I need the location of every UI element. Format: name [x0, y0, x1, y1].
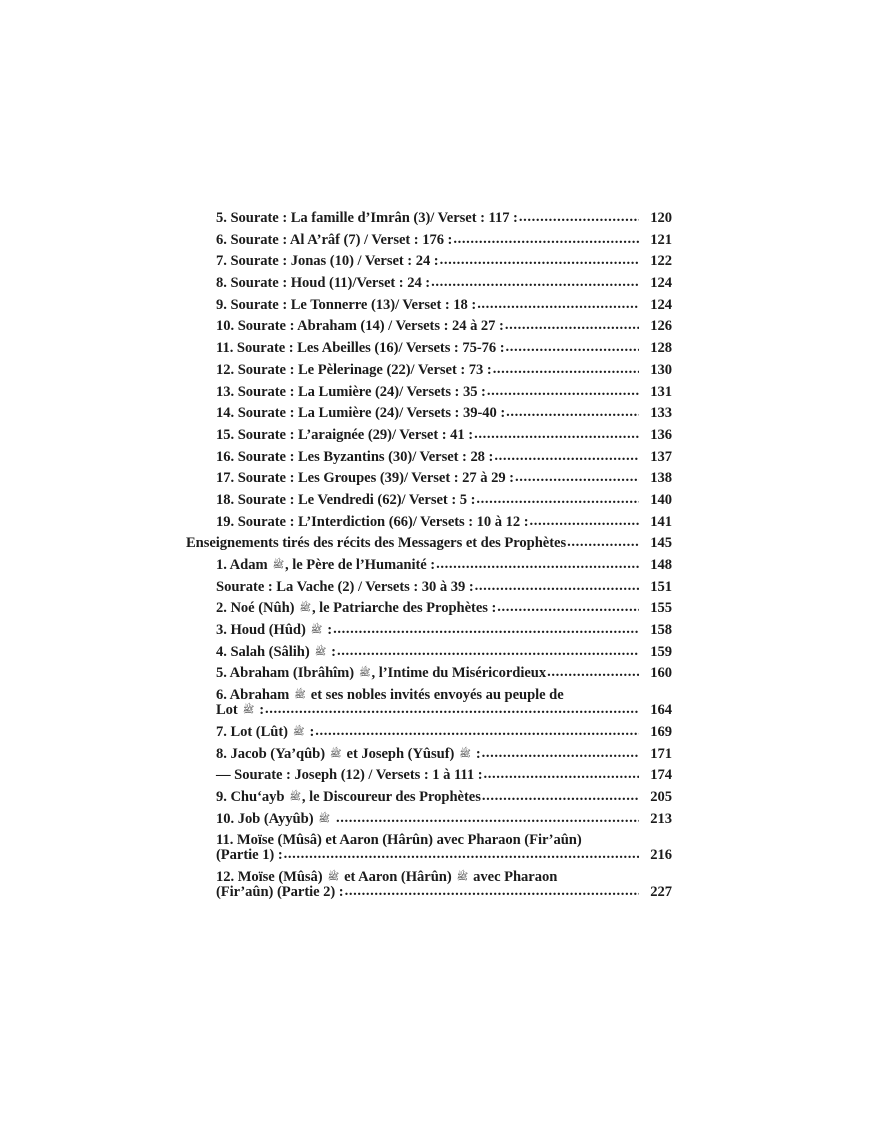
honorific-icon: ﷺ	[359, 667, 371, 679]
leader-dots	[505, 318, 639, 333]
leader-dots	[482, 746, 639, 761]
toc-entry-label: 18. Sourate : Le Vendredi (62)/ Verset : 5 :	[216, 491, 476, 508]
leader-dots	[494, 449, 639, 464]
toc-page-number: 227	[650, 884, 672, 901]
toc-entry-label	[216, 725, 314, 740]
toc-page-number: 158	[650, 622, 672, 639]
toc-entry[interactable]	[186, 428, 672, 443]
leader-dots	[337, 644, 639, 659]
toc-entry-label	[216, 747, 481, 762]
leader-dots	[506, 340, 639, 355]
toc-page-number: 216	[650, 847, 672, 864]
leader-dots	[519, 210, 639, 225]
toc-section-heading[interactable]	[186, 536, 672, 551]
toc-entry-label: 16. Sourate : Les Byzantins (30)/ Verset : 28 :	[216, 448, 494, 465]
toc-entry-wrapped-line[interactable]	[186, 870, 672, 885]
toc-page-number: 133	[650, 405, 672, 422]
toc-entry-label: (Fir’aûn) (Partie 2) :	[216, 884, 344, 901]
toc-entry[interactable]	[186, 211, 672, 226]
leader-dots	[515, 470, 639, 485]
leader-dots	[474, 427, 639, 442]
toc-page-number: 174	[650, 767, 672, 784]
leader-dots	[284, 847, 639, 862]
toc-entry-label: 19. Sourate : L’Interdiction (66)/ Versets : 10 à 12 :	[216, 513, 529, 530]
toc-entry-label-after: , le Père de l’Humanité :	[285, 557, 436, 573]
leader-dots	[567, 535, 639, 550]
toc-page-number: 124	[650, 275, 672, 292]
leader-dots	[477, 297, 639, 312]
toc-entry-label-before: 10. Job (Ayyûb)	[216, 810, 314, 827]
honorific-icon: ﷺ	[318, 813, 330, 825]
honorific-icon: ﷺ	[292, 726, 305, 738]
honorific-icon: ﷺ	[294, 689, 306, 701]
toc-page-number: 137	[650, 448, 672, 465]
toc-entry-label-after: , l’Intime du Miséricordieux	[371, 665, 547, 682]
toc-entry[interactable]	[186, 493, 672, 508]
toc-entry-wrapped-line[interactable]	[186, 833, 672, 848]
toc-entry-label-before: Lot	[216, 702, 238, 719]
toc-page-number: 131	[650, 383, 672, 400]
table-of-contents	[186, 211, 672, 907]
toc-entry-label: (Partie 1) :	[216, 847, 283, 864]
toc-entry-label	[216, 601, 496, 616]
toc-entry[interactable]	[186, 580, 672, 595]
toc-entry-label	[216, 645, 336, 660]
toc-entry-label-before: 3. Houd (Hûd)	[216, 622, 306, 639]
honorific-icon: ﷺ	[327, 871, 340, 883]
leader-dots	[315, 724, 639, 739]
toc-entry-label-before: 12. Moïse (Mûsâ)	[216, 869, 323, 886]
toc-entry-label: 12. Sourate : Le Pèlerinage (22)/ Verset : 73 :	[216, 361, 492, 378]
toc-entry-label: 14. Sourate : La Lumière (24)/ Versets : 39-40 :	[216, 405, 506, 422]
leader-dots	[506, 405, 639, 420]
leader-dots	[453, 232, 639, 247]
toc-entry[interactable]	[186, 385, 672, 400]
toc-entry-label: 11. Moïse (Mûsâ) et Aaron (Hârûn) avec Pharaon (Fir’aûn)	[216, 832, 582, 849]
toc-entry-label	[216, 623, 332, 638]
toc-page-number: 138	[650, 470, 672, 487]
toc-entry[interactable]	[186, 450, 672, 465]
toc-page-number: 130	[650, 361, 672, 378]
toc-entry-label-after: , le Patriarche des Prophètes :	[311, 600, 497, 617]
honorific-icon: ﷺ	[456, 871, 469, 883]
leader-dots	[530, 514, 639, 529]
toc-entry-label	[216, 703, 264, 718]
toc-entry-continuation[interactable]	[186, 885, 672, 900]
toc-entry[interactable]	[186, 341, 672, 356]
toc-entry[interactable]	[186, 276, 672, 291]
toc-entry-label-after: :	[475, 745, 481, 762]
toc-entry-label: 9. Sourate : Le Tonnerre (13)/ Verset : 18 :	[216, 296, 477, 313]
toc-entry-label: 5. Sourate : La famille d’Imrân (3)/ Verset : 117 :	[216, 210, 518, 226]
toc-entry-label-mid: et Aaron (Hârûn)	[344, 869, 452, 886]
leader-dots	[493, 362, 639, 377]
toc-entry-label: 11. Sourate : Les Abeilles (16)/ Versets : 75-76 :	[216, 340, 505, 357]
honorific-icon: ﷺ	[299, 602, 311, 614]
toc-entry[interactable]	[186, 363, 672, 378]
toc-page-number: 205	[650, 788, 672, 805]
toc-entry[interactable]	[186, 747, 672, 762]
toc-page-number: 155	[650, 600, 672, 617]
toc-entry-label: 6. Sourate : Al A’râf (7) / Verset : 176 :	[216, 231, 453, 248]
toc-entry-label	[216, 790, 481, 805]
toc-page-number: 128	[650, 340, 672, 357]
toc-entry-label	[216, 688, 564, 703]
toc-entry-label: 10. Sourate : Abraham (14) / Versets : 24 à 27 :	[216, 318, 504, 335]
leader-dots	[345, 884, 639, 899]
toc-entry[interactable]	[186, 645, 672, 660]
toc-page-number: 122	[650, 253, 672, 270]
honorific-icon: ﷺ	[314, 646, 327, 658]
toc-entry-label-after: avec Pharaon	[473, 869, 558, 886]
leader-dots	[487, 384, 639, 399]
leader-dots	[336, 811, 639, 826]
toc-entry-label-before: 5. Abraham (Ibrâhîm)	[216, 665, 355, 682]
toc-entry[interactable]	[186, 471, 672, 486]
leader-dots	[497, 600, 639, 615]
toc-entry[interactable]	[186, 558, 672, 573]
toc-page-number: 164	[650, 702, 672, 719]
toc-entry-label-before: 2. Noé (Nûh)	[216, 600, 295, 617]
toc-entry-label: — Sourate : Joseph (12) / Versets : 1 à 111 :	[216, 767, 483, 784]
leader-dots	[440, 253, 639, 268]
toc-entry[interactable]	[186, 233, 672, 248]
toc-page-number: 145	[650, 535, 672, 552]
leader-dots	[547, 665, 639, 680]
toc-entry-label: 7. Sourate : Jonas (10) / Verset : 24 :	[216, 253, 439, 270]
toc-entry[interactable]	[186, 768, 672, 783]
toc-entry-label: 17. Sourate : Les Groupes (39)/ Verset : 27 à 29 :	[216, 470, 514, 487]
toc-entry-label-after: :	[309, 723, 315, 740]
toc-entry-label-before: 8. Jacob (Ya’qûb)	[216, 745, 326, 762]
leader-dots	[265, 702, 639, 717]
leader-dots	[482, 789, 639, 804]
toc-entry-label-after: :	[327, 622, 333, 639]
toc-entry-wrapped-line[interactable]	[186, 688, 672, 703]
honorific-icon: ﷺ	[289, 791, 301, 803]
toc-page-number: 159	[650, 643, 672, 660]
toc-page-number: 124	[650, 296, 672, 313]
leader-dots	[436, 557, 639, 572]
toc-entry-label	[216, 870, 557, 885]
toc-entry-label	[216, 558, 435, 573]
leader-dots	[475, 579, 639, 594]
toc-entry-label-after: :	[259, 702, 265, 719]
toc-entry[interactable]	[186, 790, 672, 805]
toc-entry-continuation[interactable]	[186, 848, 672, 863]
toc-page-number: 140	[650, 491, 672, 508]
toc-entry-label-after: , le Discoureur des Prophètes	[301, 788, 481, 805]
toc-entry-label-before: 6. Abraham	[216, 687, 290, 704]
honorific-icon: ﷺ	[272, 559, 285, 571]
leader-dots	[476, 492, 639, 507]
toc-page-number: 121	[650, 231, 672, 248]
toc-entry-label-before: 1. Adam	[216, 557, 268, 573]
toc-page-number: 213	[650, 810, 672, 827]
toc-entry[interactable]	[186, 623, 672, 638]
toc-entry-continuation[interactable]	[186, 703, 672, 718]
toc-page-number: 148	[650, 557, 672, 573]
toc-page-number: 169	[650, 723, 672, 740]
honorific-icon: ﷺ	[330, 748, 342, 760]
toc-entry-label: Sourate : La Vache (2) / Versets : 30 à 39 :	[216, 578, 474, 595]
toc-entry-label: 13. Sourate : La Lumière (24)/ Versets : 35 :	[216, 383, 486, 400]
toc-section-heading-label: Enseignements tirés des récits des Messagers et des Prophètes	[186, 535, 567, 552]
toc-entry-label	[216, 812, 335, 827]
toc-entry-label-mid: et Joseph (Yûsuf)	[346, 745, 455, 762]
honorific-icon: ﷺ	[459, 748, 471, 760]
toc-entry[interactable]	[186, 666, 672, 681]
toc-page-number: 136	[650, 426, 672, 443]
toc-page-number: 126	[650, 318, 672, 335]
toc-entry[interactable]	[186, 812, 672, 827]
toc-entry-label-after: :	[331, 643, 336, 660]
toc-entry[interactable]	[186, 725, 672, 740]
toc-entry[interactable]	[186, 254, 672, 269]
honorific-icon: ﷺ	[242, 704, 255, 716]
toc-entry-label-before: 9. Chu‘ayb	[216, 788, 285, 805]
toc-page-number: 171	[650, 745, 672, 762]
toc-page-number: 151	[650, 578, 672, 595]
toc-entry-label: 8. Sourate : Houd (11)/Verset : 24 :	[216, 275, 431, 292]
toc-entry[interactable]	[186, 601, 672, 616]
toc-entry-label-after: et ses nobles invités envoyés au peuple de	[310, 687, 564, 704]
toc-entry[interactable]	[186, 515, 672, 530]
toc-entry-label-before: 4. Salah (Sâlih)	[216, 643, 310, 660]
toc-entry[interactable]	[186, 319, 672, 334]
toc-entry-label-before: 7. Lot (Lût)	[216, 723, 288, 740]
toc-entry[interactable]	[186, 298, 672, 313]
toc-entry-label: 15. Sourate : L’araignée (29)/ Verset : 41 :	[216, 426, 474, 443]
honorific-icon: ﷺ	[310, 624, 323, 636]
toc-page-number: 120	[650, 210, 672, 226]
leader-dots	[431, 275, 639, 290]
toc-entry-label	[216, 666, 546, 681]
toc-entry[interactable]	[186, 406, 672, 421]
toc-page-number: 141	[650, 513, 672, 530]
leader-dots	[333, 622, 639, 637]
leader-dots	[484, 767, 639, 782]
toc-page-number: 160	[650, 665, 672, 682]
